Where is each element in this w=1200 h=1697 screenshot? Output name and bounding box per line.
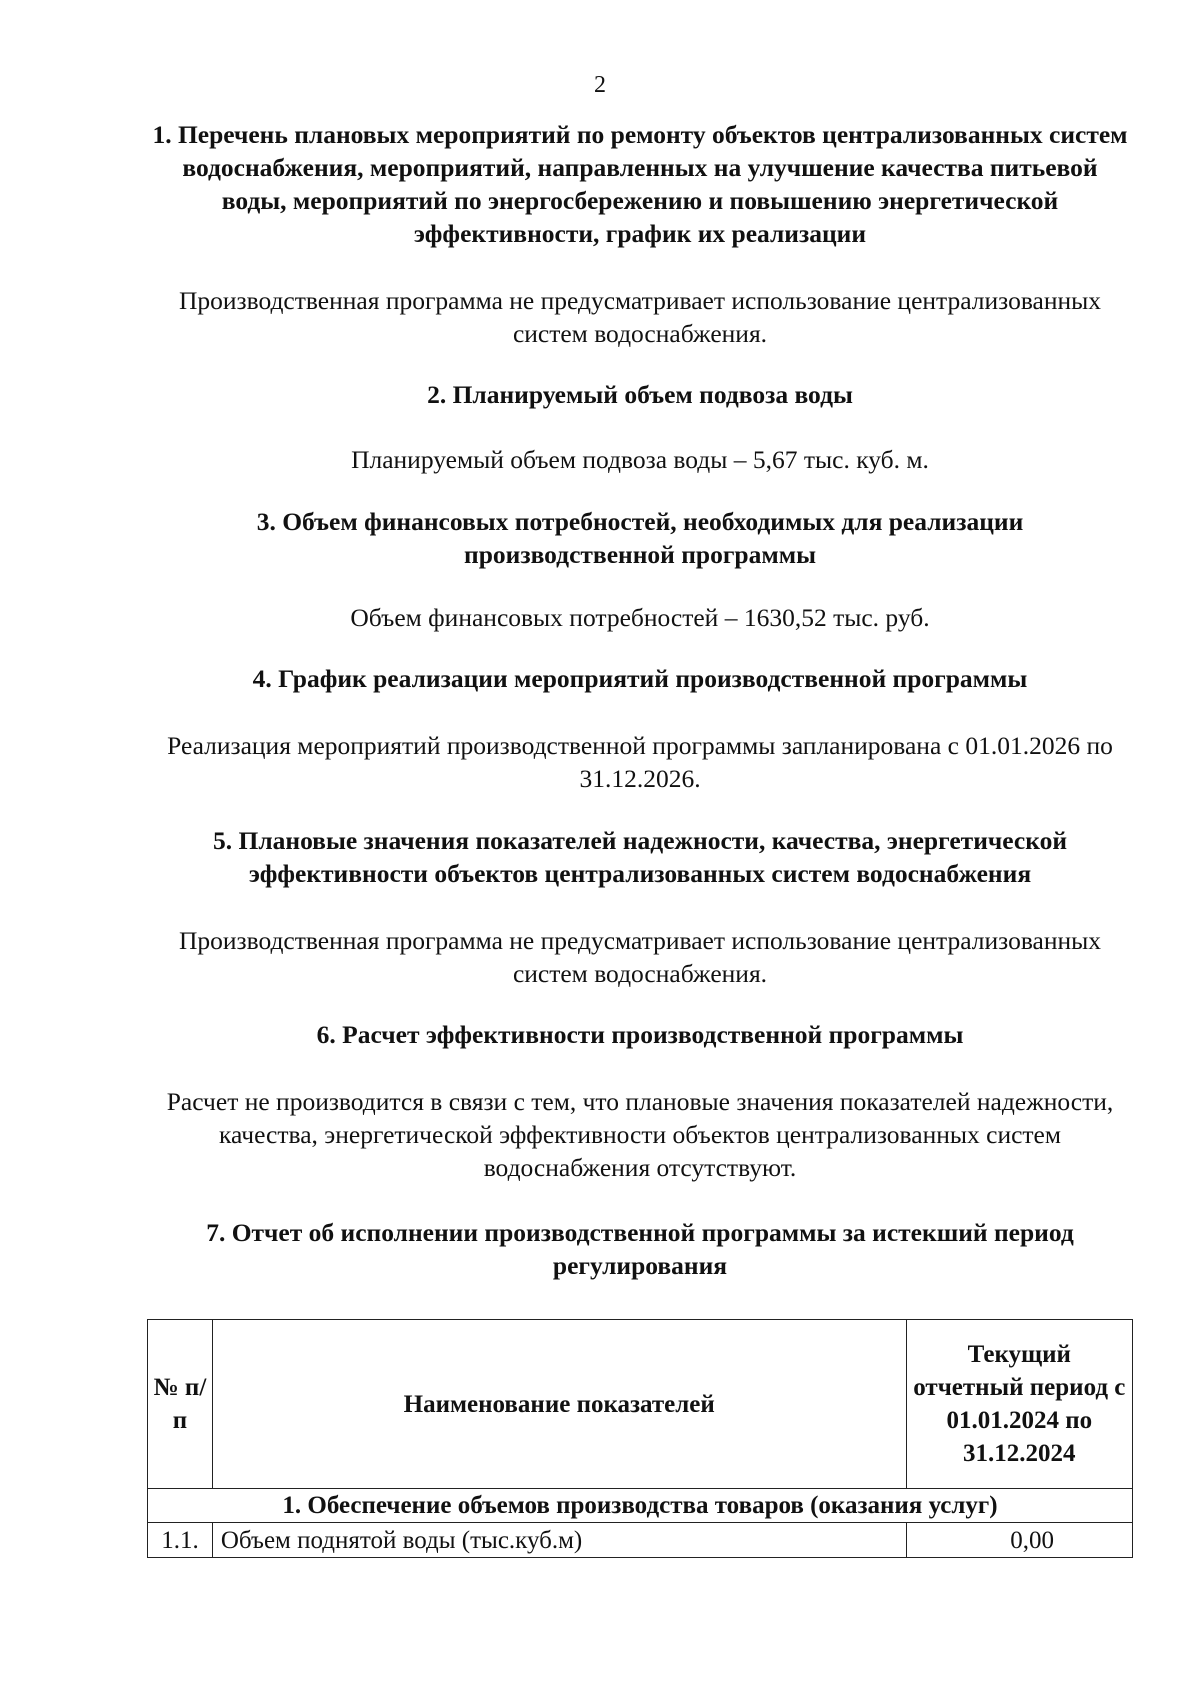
- header-name: Наименование показателей: [212, 1320, 906, 1489]
- section-1-heading: 1. Перечень плановых мероприятий по ремонту объектов централизованных систем водоснабжения, мероприятий, направленных на улучшение качества питьевой воды, мероприятий по энергосбережению и повышению энергетической эффективности, график их реализации: [152, 120, 1128, 248]
- section-6-heading: 6. Расчет эффективности производственной программы: [316, 1020, 964, 1049]
- section-4-heading: 4. График реализации мероприятий производственной программы: [252, 664, 1028, 693]
- section-3-heading: 3. Объем финансовых потребностей, необходимых для реализации производственной программы: [256, 507, 1024, 569]
- section-6-text: Расчет не производится в связи с тем, что плановые значения показателей надежности, качества, энергетической эффективности объектов централизованных систем водоснабжения отсутствуют.: [166, 1087, 1114, 1182]
- section-1-text: Производственная программа не предусматривает использование централизованных систем водоснабжения.: [178, 286, 1102, 348]
- section-5-text: Производственная программа не предусматривает использование централизованных систем водоснабжения.: [178, 926, 1102, 988]
- row-name: Объем поднятой воды (тыс.куб.м): [212, 1523, 906, 1558]
- table-section-title: 1. Обеспечение объемов производства товаров (оказания услуг): [148, 1489, 1133, 1523]
- section-2-heading: 2. Планируемый объем подвоза воды: [427, 380, 853, 409]
- section-5-heading: 5. Плановые значения показателей надежности, качества, энергетической эффективности объектов централизованных систем водоснабжения: [212, 826, 1068, 888]
- section-4-text: Реализация мероприятий производственной программы запланирована с 01.01.2026 по 31.12.2026.: [167, 731, 1113, 793]
- header-period: Текущий отчетный период с 01.01.2024 по 31.12.2024: [906, 1320, 1132, 1489]
- row-num: 1.1.: [148, 1523, 213, 1558]
- table-section-row: [148, 1489, 1133, 1523]
- page-number: 2: [594, 72, 606, 98]
- table-row: [148, 1523, 1133, 1558]
- section-3-text: Объем финансовых потребностей – 1630,52 тыс. руб.: [350, 603, 930, 632]
- table-header-row: [148, 1320, 1133, 1489]
- section-7-heading: 7. Отчет об исполнении производственной программы за истекший период регулирования: [206, 1218, 1074, 1280]
- document-body: [150, 118, 1130, 1558]
- section-2-text: Планируемый объем подвоза воды – 5,67 тыс. куб. м.: [351, 445, 929, 474]
- row-value: 0,00: [906, 1523, 1132, 1558]
- report-table: [147, 1319, 1133, 1558]
- header-num: № п/п: [148, 1320, 213, 1489]
